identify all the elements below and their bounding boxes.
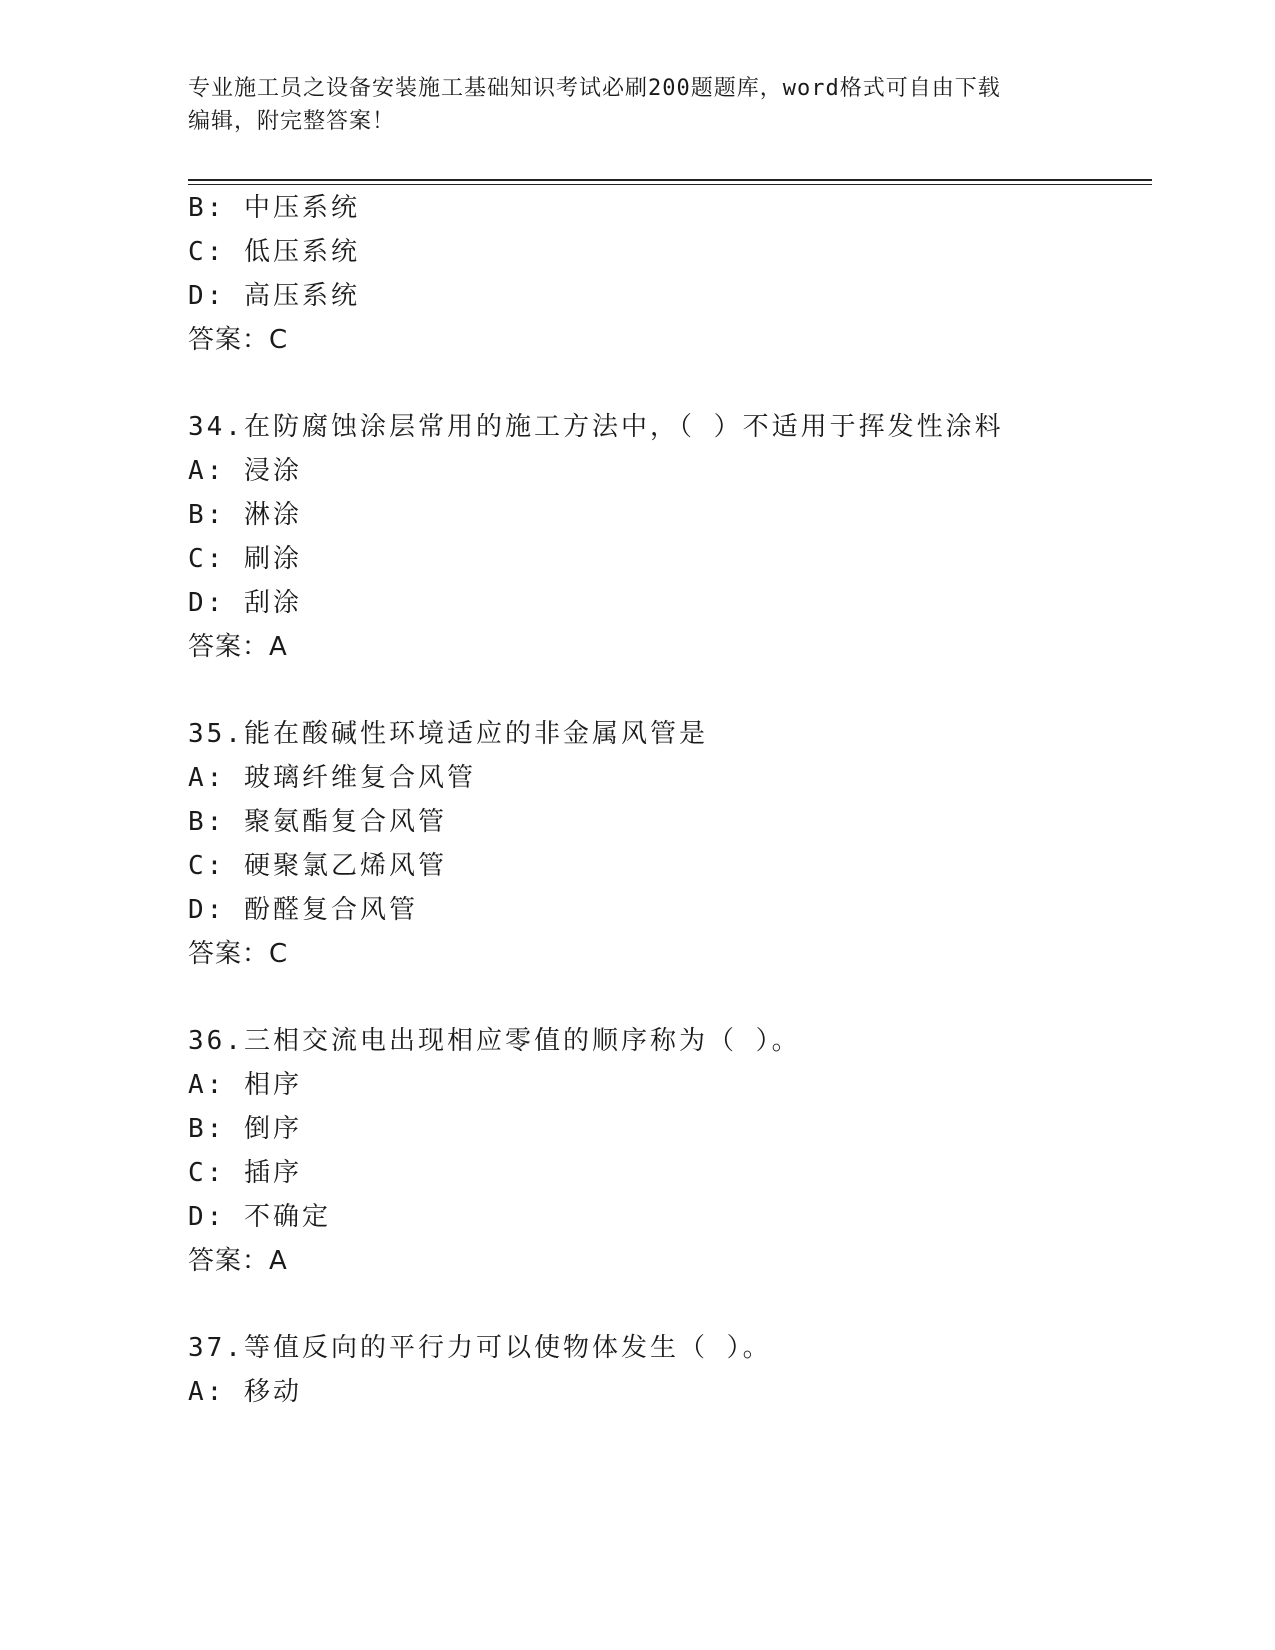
option-line: A: 玻璃纤维复合风管 bbox=[188, 763, 476, 793]
answer-line: 答案：A bbox=[188, 1246, 288, 1276]
question-line: 35.能在酸碱性环境适应的非金属风管是 bbox=[188, 719, 708, 749]
answer-line: 答案：C bbox=[188, 325, 289, 355]
question-line: 36.三相交流电出现相应零值的顺序称为（ ）。 bbox=[188, 1026, 801, 1056]
answer-line: 答案：C bbox=[188, 939, 289, 969]
header-line-1: 专业施工员之设备安装施工基础知识考试必刷200题题库，word格式可自由下载 bbox=[188, 76, 1001, 101]
option-line: D: 高压系统 bbox=[188, 281, 360, 311]
option-line: D: 酚醛复合风管 bbox=[188, 895, 418, 925]
option-line: C: 硬聚氯乙烯风管 bbox=[188, 851, 447, 881]
option-line: D: 刮涂 bbox=[188, 588, 302, 618]
option-line: A: 浸涂 bbox=[188, 456, 302, 486]
option-line: A: 移动 bbox=[188, 1377, 302, 1407]
question-line: 34.在防腐蚀涂层常用的施工方法中，（ ）不适用于挥发性涂料 bbox=[188, 412, 1004, 442]
question-line: 37.等值反向的平行力可以使物体发生（ ）。 bbox=[188, 1333, 772, 1363]
option-line: B: 中压系统 bbox=[188, 193, 360, 223]
header-line-2: 编辑，附完整答案！ bbox=[188, 109, 396, 134]
option-line: D: 不确定 bbox=[188, 1202, 331, 1232]
option-line: B: 聚氨酯复合风管 bbox=[188, 807, 447, 837]
header-rule-thin bbox=[188, 184, 1152, 185]
document-header bbox=[188, 72, 1088, 138]
option-line: C: 刷涂 bbox=[188, 544, 302, 574]
header-rule-thick bbox=[188, 179, 1152, 181]
option-line: B: 倒序 bbox=[188, 1114, 302, 1144]
option-line: B: 淋涂 bbox=[188, 500, 302, 530]
option-line: C: 插序 bbox=[188, 1158, 302, 1188]
option-line: C: 低压系统 bbox=[188, 237, 360, 267]
option-line: A: 相序 bbox=[188, 1070, 302, 1100]
answer-line: 答案：A bbox=[188, 632, 288, 662]
